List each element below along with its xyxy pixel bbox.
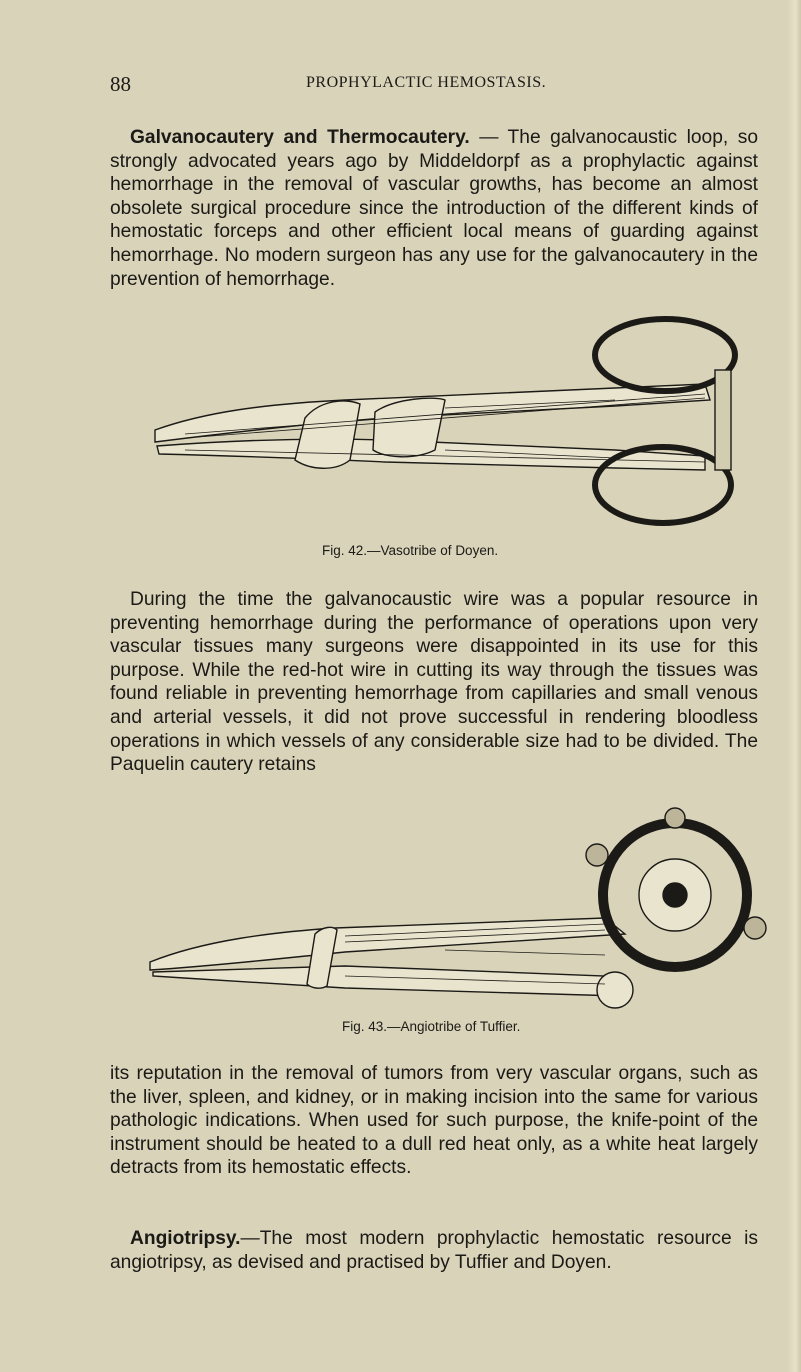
figure-angiotribe bbox=[145, 800, 775, 1020]
section-heading-angiotripsy: Angiotripsy. bbox=[130, 1228, 241, 1249]
running-title: PROPHYLACTIC HEMOSTASIS. bbox=[306, 74, 547, 91]
figure-vasotribe bbox=[145, 300, 745, 550]
paragraph-paquelin-cautery bbox=[110, 1062, 758, 1180]
vasotribe-illustration bbox=[145, 300, 745, 550]
page-header bbox=[0, 70, 801, 100]
paragraph-text: During the time the galvanocaustic wire was a popular resource in preventing hemorrhage during the performance of operations upon very vascular tissues many surgeons were disappointed in its use for this purpose. While the red-hot wire in cutting its way through the tissues was found reliable in preventing hemorrhage from capillaries and small venous and arterial vessels, it did not prove successful in rendering bloodless operations in which vessels of any considerable size had to be divided. The Paquelin cautery retains bbox=[110, 589, 758, 776]
angiotribe-illustration bbox=[145, 800, 775, 1020]
paragraph-text: —The most modern prophylactic hemostatic resource is angiotripsy, as devised and practised by Tuffier and Doyen. bbox=[110, 1228, 758, 1273]
paragraph-galvanocautery bbox=[110, 126, 758, 291]
paragraph-text: its reputation in the removal of tumors from very vascular organs, such as the liver, spleen, and kidney, or in making incision into the same for various pathologic indications. When used for such purpose, the knife-point of the instrument should be heated to a dull red heat only, as a white heat largely detracts from its hemostatic effects. bbox=[110, 1063, 758, 1179]
figure-caption-43: Fig. 43.—Angiotribe of Tuffier. bbox=[342, 1019, 521, 1034]
page-number: 88 bbox=[110, 72, 131, 96]
paragraph-text: — The galvanocaustic loop, so strongly advocated years ago by Middeldorpf as a prophylactic against hemorrhage in the removal of vascular growths, has become an almost obsolete surgical procedure since the introduction of the different kinds of hemostatic forceps and other efficient local means of guarding against hemorrhage. No modern surgeon has any use for the galvanocautery in the prevention of hemorrhage. bbox=[110, 127, 758, 290]
paragraph-galvanocaustic-wire bbox=[110, 588, 758, 777]
paragraph-angiotripsy bbox=[110, 1227, 758, 1274]
page-edge bbox=[787, 0, 801, 1372]
section-heading-galvanocautery: Galvanocautery and Thermocautery. bbox=[130, 127, 470, 148]
figure-caption-42: Fig. 42.—Vasotribe of Doyen. bbox=[322, 543, 499, 558]
